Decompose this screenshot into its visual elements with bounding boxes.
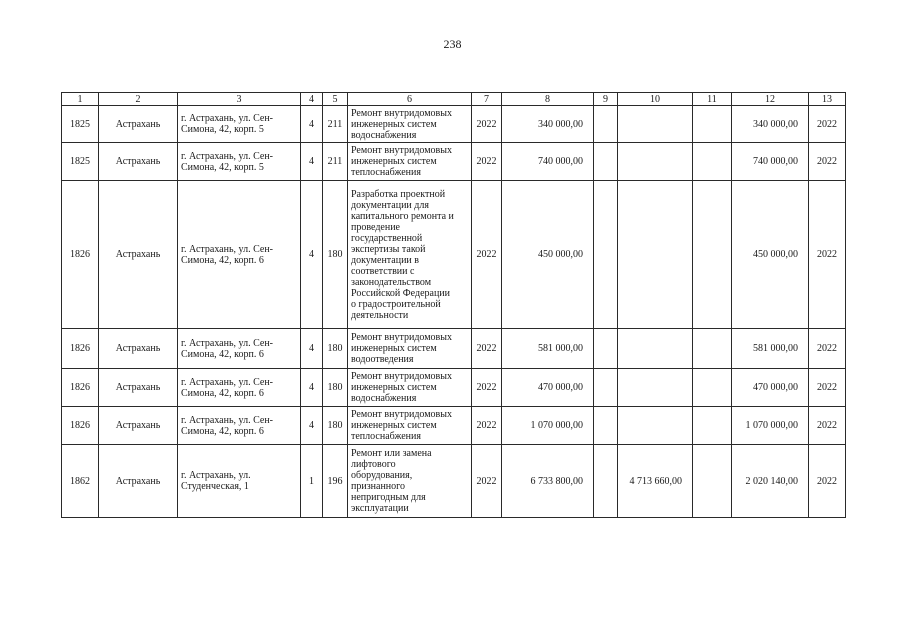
column-4-cell: 4 [301, 407, 323, 445]
header-cell: 3 [178, 93, 301, 106]
house-id-cell: 1826 [62, 181, 99, 329]
year-cell: 2022 [472, 329, 502, 369]
table-row [62, 445, 846, 518]
repair-program-table [61, 92, 846, 518]
house-id-cell: 1825 [62, 106, 99, 143]
column-4-cell: 4 [301, 369, 323, 407]
completion-year-cell: 2022 [809, 143, 846, 181]
column-12-cell: 740 000,00 [732, 143, 809, 181]
header-cell: 1 [62, 93, 99, 106]
column-9-cell [594, 181, 618, 329]
year-cell: 2022 [472, 369, 502, 407]
column-4-cell: 1 [301, 445, 323, 518]
column-11-cell [693, 407, 732, 445]
column-5-cell: 180 [323, 329, 348, 369]
year-cell: 2022 [472, 106, 502, 143]
column-10-cell [618, 369, 693, 407]
header-cell: 4 [301, 93, 323, 106]
column-11-cell [693, 369, 732, 407]
column-12-cell: 450 000,00 [732, 181, 809, 329]
header-cell: 9 [594, 93, 618, 106]
header-cell: 10 [618, 93, 693, 106]
header-cell: 2 [99, 93, 178, 106]
work-type-cell: Ремонт внутридомовых инженерных систем водоснабжения [348, 106, 472, 143]
work-type-cell: Ремонт внутридомовых инженерных систем теплоснабжения [348, 407, 472, 445]
year-cell: 2022 [472, 143, 502, 181]
column-10-cell: 4 713 660,00 [618, 445, 693, 518]
total-cost-cell: 581 000,00 [502, 329, 594, 369]
address-cell: г. Астрахань, ул. Сен-Симона, 42, корп. 6 [178, 329, 301, 369]
column-9-cell [594, 407, 618, 445]
house-id-cell: 1825 [62, 143, 99, 181]
completion-year-cell: 2022 [809, 106, 846, 143]
header-cell: 12 [732, 93, 809, 106]
municipality-cell: Астрахань [99, 143, 178, 181]
header-cell: 5 [323, 93, 348, 106]
column-5-cell: 180 [323, 181, 348, 329]
municipality-cell: Астрахань [99, 407, 178, 445]
header-cell: 11 [693, 93, 732, 106]
address-cell: г. Астрахань, ул. Сен-Симона, 42, корп. 6 [178, 369, 301, 407]
total-cost-cell: 1 070 000,00 [502, 407, 594, 445]
work-type-cell: Ремонт или замена лифтового оборудования, признанного непригодным для эксплуатации [348, 445, 472, 518]
house-id-cell: 1826 [62, 329, 99, 369]
header-cell: 7 [472, 93, 502, 106]
year-cell: 2022 [472, 407, 502, 445]
work-type-cell: Ремонт внутридомовых инженерных систем теплоснабжения [348, 143, 472, 181]
municipality-cell: Астрахань [99, 181, 178, 329]
column-4-cell: 4 [301, 143, 323, 181]
total-cost-cell: 450 000,00 [502, 181, 594, 329]
work-type-cell: Ремонт внутридомовых инженерных систем водоотведения [348, 329, 472, 369]
address-cell: г. Астрахань, ул. Сен-Симона, 42, корп. 6 [178, 181, 301, 329]
work-type-cell: Ремонт внутридомовых инженерных систем водоснабжения [348, 369, 472, 407]
total-cost-cell: 740 000,00 [502, 143, 594, 181]
column-4-cell: 4 [301, 181, 323, 329]
column-12-cell: 470 000,00 [732, 369, 809, 407]
column-4-cell: 4 [301, 106, 323, 143]
column-number-row [62, 93, 846, 106]
column-11-cell [693, 181, 732, 329]
table-row [62, 369, 846, 407]
house-id-cell: 1826 [62, 407, 99, 445]
work-type-cell: Разработка проектной документации для капитального ремонта и проведение государственной экспертизы такой документации в соответствии с законодательством Российской Федерации о градостроительной деятельности [348, 181, 472, 329]
table-row [62, 329, 846, 369]
completion-year-cell: 2022 [809, 369, 846, 407]
column-10-cell [618, 407, 693, 445]
column-5-cell: 211 [323, 106, 348, 143]
year-cell: 2022 [472, 445, 502, 518]
column-5-cell: 211 [323, 143, 348, 181]
house-id-cell: 1826 [62, 369, 99, 407]
municipality-cell: Астрахань [99, 106, 178, 143]
column-12-cell: 1 070 000,00 [732, 407, 809, 445]
address-cell: г. Астрахань, ул. Студенческая, 1 [178, 445, 301, 518]
completion-year-cell: 2022 [809, 445, 846, 518]
table-row [62, 106, 846, 143]
column-10-cell [618, 329, 693, 369]
header-cell: 6 [348, 93, 472, 106]
column-12-cell: 340 000,00 [732, 106, 809, 143]
column-11-cell [693, 329, 732, 369]
table-body [62, 106, 846, 518]
total-cost-cell: 6 733 800,00 [502, 445, 594, 518]
table-row [62, 143, 846, 181]
column-9-cell [594, 369, 618, 407]
total-cost-cell: 470 000,00 [502, 369, 594, 407]
column-5-cell: 180 [323, 407, 348, 445]
column-12-cell: 581 000,00 [732, 329, 809, 369]
completion-year-cell: 2022 [809, 329, 846, 369]
address-cell: г. Астрахань, ул. Сен-Симона, 42, корп. 6 [178, 407, 301, 445]
column-9-cell [594, 329, 618, 369]
page-number: 238 [443, 37, 462, 51]
address-cell: г. Астрахань, ул. Сен-Симона, 42, корп. 5 [178, 106, 301, 143]
header-cell: 8 [502, 93, 594, 106]
column-10-cell [618, 143, 693, 181]
column-4-cell: 4 [301, 329, 323, 369]
completion-year-cell: 2022 [809, 407, 846, 445]
municipality-cell: Астрахань [99, 329, 178, 369]
column-10-cell [618, 106, 693, 143]
table-row [62, 407, 846, 445]
column-9-cell [594, 445, 618, 518]
column-12-cell: 2 020 140,00 [732, 445, 809, 518]
total-cost-cell: 340 000,00 [502, 106, 594, 143]
column-9-cell [594, 143, 618, 181]
year-cell: 2022 [472, 181, 502, 329]
column-11-cell [693, 143, 732, 181]
table-row [62, 181, 846, 329]
address-cell: г. Астрахань, ул. Сен-Симона, 42, корп. 5 [178, 143, 301, 181]
column-5-cell: 180 [323, 369, 348, 407]
municipality-cell: Астрахань [99, 369, 178, 407]
column-5-cell: 196 [323, 445, 348, 518]
municipality-cell: Астрахань [99, 445, 178, 518]
column-10-cell [618, 181, 693, 329]
column-11-cell [693, 445, 732, 518]
column-9-cell [594, 106, 618, 143]
header-cell: 13 [809, 93, 846, 106]
house-id-cell: 1862 [62, 445, 99, 518]
completion-year-cell: 2022 [809, 181, 846, 329]
column-11-cell [693, 106, 732, 143]
